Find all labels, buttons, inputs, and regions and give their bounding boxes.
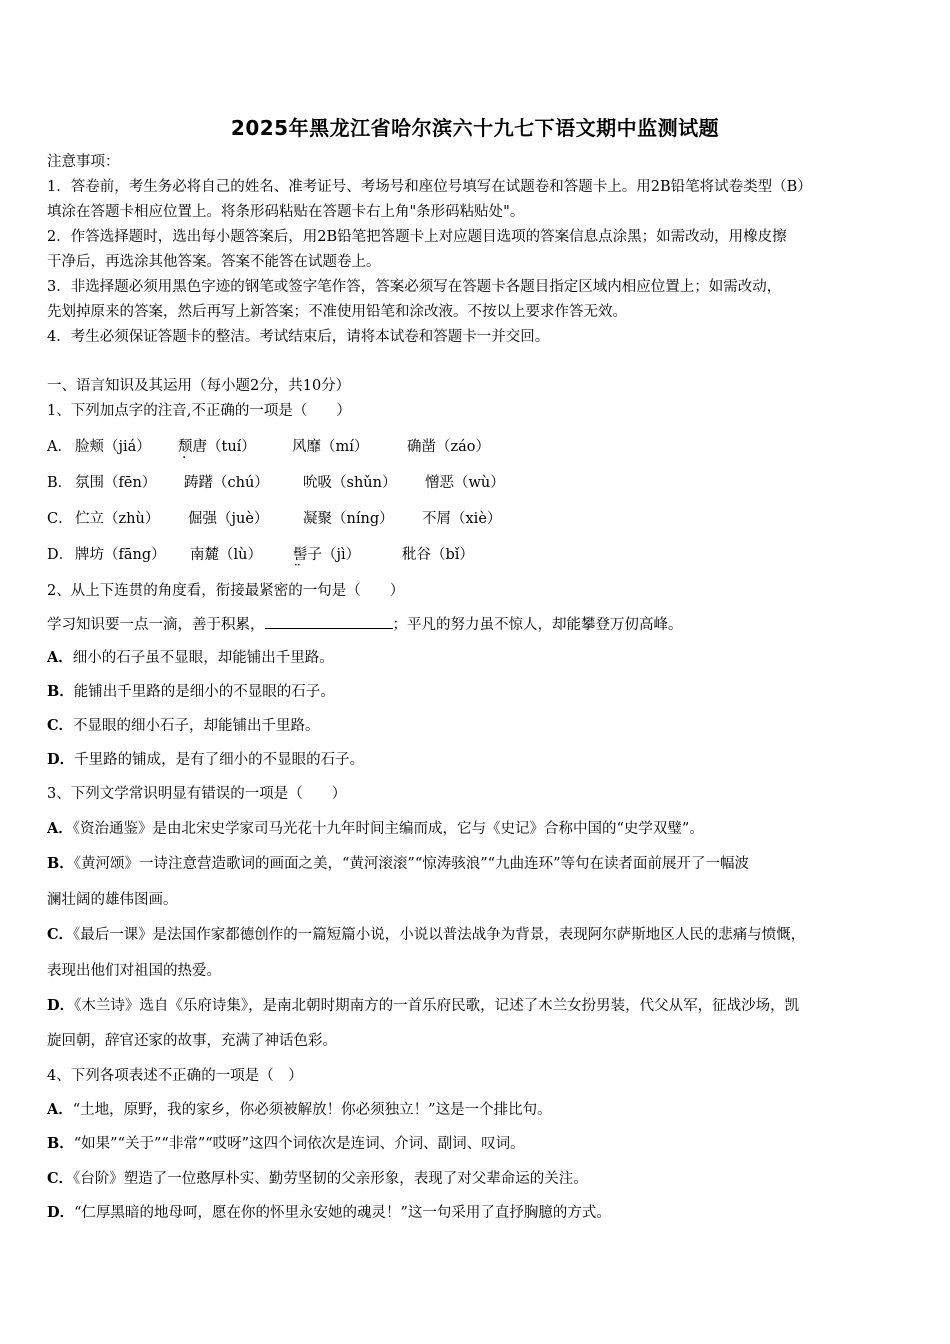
option-text: 《台阶》塑造了一位憨厚朴实、勤劳坚韧的父亲形象，表现了对父辈命运的关注。 [73,1171,588,1187]
option-line [47,1169,588,1189]
option-line [47,854,913,874]
option-continuation: 表现出他们对祖国的热爱。 [47,963,221,979]
option-item: 伫立（zhù） [75,511,160,527]
option-text: 《资治通鉴》是由北宋史学家司马光花十九年时间主编而成，它与《史记》合称中国的“史学双璧”。 [72,821,704,837]
option-label: B． [47,1135,74,1152]
option-text: 《木兰诗》选自《乐府诗集》，是南北朝时期南方的一首乐府民歌，记述了木兰女扮男装，代父从军，征战沙场，凯 [74,998,800,1014]
option-item: 憎恶（wù） [425,475,505,491]
option-item: 颓唐（tuí） · [178,439,256,455]
question-stem: 2、从上下连贯的角度看，衔接最紧密的一句是（ ） [47,583,405,599]
option-label: C． [47,511,73,527]
option-item: 脸颊（jiá） [75,439,151,455]
answer-blank [265,614,393,629]
option-line [47,1134,525,1154]
option-continuation: 澜壮阔的雄伟图画。 [47,892,178,908]
option-line [47,648,334,668]
option-line [47,925,913,945]
option-continuation: 旋回朝，辞官还家的故事，充满了神话色彩。 [47,1033,337,1049]
option-item: 风靡（mí） [292,439,369,455]
option-text: 能铺出千里路的是细小的不显眼的石子。 [73,684,335,700]
option-label: A． [47,649,73,666]
notice-line: 3．非选择题必须用黑色字迹的钢笔或签字笔作答，答案必须写在答题卡各题目指定区域内相应位置上；如需改动， [47,279,782,295]
option-line [47,682,335,702]
option-label: D． [47,1204,75,1221]
option-text: 《黄河颂》一诗注意营造歌词的画面之美，“黄河滚滚”“惊涛骇浪”“九曲连环”等句在读者面前展开了一幅波 [73,856,749,872]
option-label: B． [47,475,73,491]
option-text: 不显眼的细小石子，却能铺出千里路。 [73,718,320,734]
notice-line: 4．考生必须保证答题卡的整洁。考试结束后，请将本试卷和答题卡一并交回。 [47,329,550,345]
page-title: 2025年黑龙江省哈尔滨六十九七下语文期中监测试题 [230,116,720,140]
option-label: A． [47,439,72,455]
option-line [47,996,913,1016]
option-item: 凝聚（níng） [303,511,394,527]
notice-line: 填涂在答题卡相应位置上。将条形码粘贴在答题卡右上角"条形码粘贴处"。 [47,204,525,220]
option-text: 细小的石子虽不显眼，却能铺出千里路。 [72,650,334,666]
option-item: 倔强（juè） [188,511,269,527]
option-item: 吮吸（shǔn） [303,475,397,491]
option-label: D． [47,751,75,768]
option-label: C． [47,717,74,734]
option-label: C． [47,1170,74,1187]
option-label: B． [47,683,74,700]
option-item: 秕谷（bǐ） [402,547,474,563]
passage-after: ；平凡的努力虽不惊人，却能攀登万仞高峰。 [392,617,683,633]
option-line [47,716,320,736]
notice-line: 1．答卷前，考生务必将自己的姓名、准考证号、考场号和座位号填写在试题卷和答题卡上。用2B铅笔将试卷类型（B） [47,179,812,195]
section-heading: 一、语言知识及其运用（每小题2分，共10分） [47,378,351,394]
question-stem: 4、下列各项表述不正确的一项是（ ） [47,1068,303,1084]
notice-line: 先划掉原来的答案，然后再写上新答案；不准使用铅笔和涂改液。不按以上要求作答无效。 [47,304,627,320]
option-line [47,1203,611,1223]
option-text: “如果”“关于”“非常”“哎呀”这四个词依次是连词、介词、副词、叹词。 [73,1136,525,1152]
option-item: 髻子（jì） ·· [293,545,360,565]
option-label: B． [47,855,74,872]
option-label: D． [47,547,74,563]
option-label: C． [47,926,74,943]
option-item: 氛围（fēn） [75,475,157,491]
notice-line: 干净后，再选涂其他答案。答案不能答在试题卷上。 [47,254,381,270]
option-line [47,1100,552,1120]
notice-heading: 注意事项： [47,154,120,170]
option-item: 牌坊（fāng） [75,547,166,563]
question-stem: 1、下列加点字的注音,不正确的一项是（ ） [47,403,351,419]
option-label: D． [47,997,75,1014]
option-item: 不屑（xiè） [422,511,502,527]
option-item: 南麓（lù） [190,547,262,563]
option-item: 踌躇（chú） [184,475,269,491]
option-line [47,819,913,839]
option-text: “仁厚黑暗的地母呵，愿在你的怀里永安她的魂灵！”这一句采用了直抒胸臆的方式。 [74,1205,611,1221]
notice-line: 2．作答选择题时，选出每小题答案后，用2B铅笔把答题卡上对应题目选项的答案信息点涂黑；如需改动，用橡皮擦 [47,229,787,245]
option-text: “土地，原野，我的家乡，你必须被解放！你必须独立！”这是一个排比句。 [72,1102,552,1118]
option-label: A． [47,820,73,837]
question-stem: 3、下列文学常识明显有错误的一项是（ ） [47,786,347,802]
option-text: 千里路的铺成，是有了细小的不显眼的石子。 [74,752,365,768]
option-item: 确凿（záo） [407,439,491,455]
question-passage [47,614,683,635]
option-line [47,750,364,770]
option-text: 《最后一课》是法国作家都德创作的一篇短篇小说，小说以普法战争为背景，表现阿尔萨斯地区人民的悲痛与愤慨， [73,927,806,943]
passage-before: 学习知识要一点一滴，善于积累， [47,617,265,633]
option-label: A． [47,1101,73,1118]
